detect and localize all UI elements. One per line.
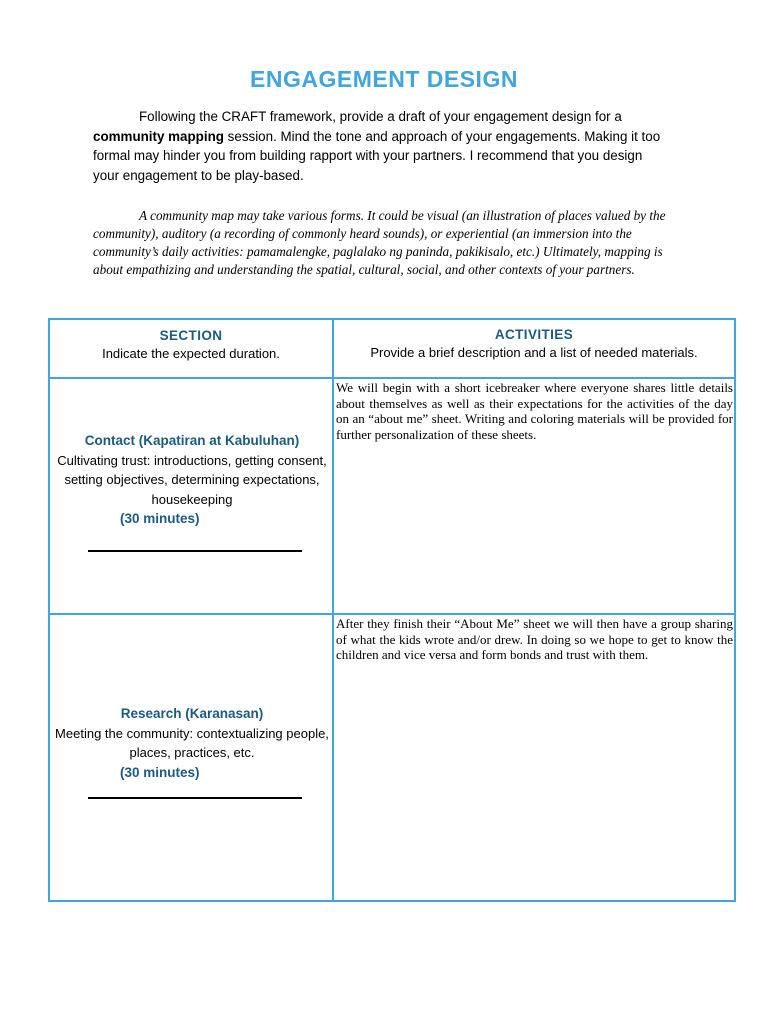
signature-line	[88, 550, 302, 552]
page-title: ENGAGEMENT DESIGN	[250, 66, 518, 92]
column-divider	[332, 320, 334, 900]
section-header-subtitle: Indicate the expected duration.	[102, 346, 280, 361]
section-title: Research (Karanasan)	[120, 706, 264, 721]
section-duration: (30 minutes)	[120, 511, 200, 527]
row-divider	[50, 377, 734, 379]
row-divider	[50, 613, 734, 615]
section-description: Meeting the community: contextualizing people, places, practices, etc.	[55, 725, 329, 761]
activities-header-subtitle: Provide a brief description and a list of needed materials.	[370, 345, 698, 360]
activities-cell-contact: We will begin with a short icebreaker where everyone shares little details about themselves as well as their expectations for the activities of the day on an “about me” sheet. Writing and coloring materials will be provided for further personalization of these sheets.	[336, 380, 733, 442]
section-title: Contact (Kapatiran at Kabuluhan)	[84, 433, 300, 448]
section-duration: (30 minutes)	[120, 764, 200, 780]
note-text: A community map may take various forms. It could be visual (an illustration of places valued by the community), auditory (a recording of commonly heard sounds), or experiential (an immersion into the community’s daily activities: pamamalengke, paglalako ng paninda, pakikisalo, etc.) Ultimately, mapping is about empathizing and understanding the spatial, cultural, social, and other contexts of your partners.	[93, 208, 666, 277]
intro-bold-term: community mapping	[93, 128, 224, 144]
section-header	[50, 328, 332, 361]
signature-line	[88, 797, 302, 799]
intro-text-cont: session. Mind the tone and approach of your engagements. Making it too formal may hinder you from building rapport with your partners. I recommend that you design your engagement to be play-based.	[93, 128, 661, 183]
engagement-table	[48, 318, 736, 902]
section-description: Cultivating trust: introductions, getting consent, setting objectives, determining expectations, housekeeping	[57, 452, 327, 507]
intro-paragraph	[93, 107, 668, 185]
intro-text: Following the CRAFT framework, provide a draft of your engagement design for a	[139, 109, 622, 124]
section-header-title: SECTION	[159, 328, 223, 343]
section-cell-research	[54, 704, 330, 782]
note-paragraph	[93, 207, 675, 279]
activities-header	[334, 327, 734, 360]
section-cell-contact	[54, 431, 330, 529]
activities-header-title: ACTIVITIES	[494, 327, 574, 342]
activities-cell-research: After they finish their “About Me” sheet we will then have a group sharing of what the kids wrote and/or drew. In doing so we hope to get to know the children and vice versa and form bonds and trust with them.	[336, 616, 733, 663]
